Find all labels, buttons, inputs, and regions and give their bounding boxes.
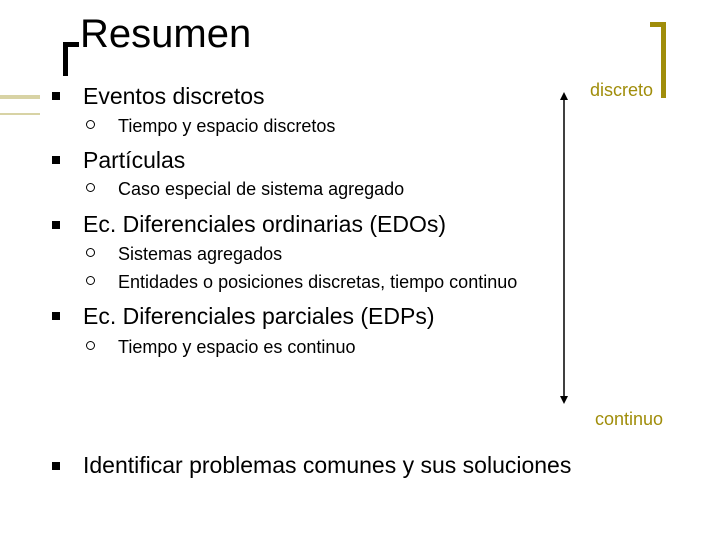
label-discreto: discreto bbox=[590, 80, 654, 100]
sub-item-1-1: Tiempo y espacio discretos bbox=[118, 116, 336, 136]
item-identificar: Identificar problemas comunes y sus soluciones bbox=[83, 452, 572, 478]
left-bracket-top bbox=[63, 42, 79, 47]
sub-bullet-1-1 bbox=[86, 120, 95, 129]
left-bracket-mark bbox=[63, 42, 68, 76]
double-arrow-icon bbox=[556, 92, 572, 404]
sub-item-3-2: Entidades o posiciones discretas, tiempo continuo bbox=[118, 272, 518, 292]
item-edos: Ec. Diferenciales ordinarias (EDOs) bbox=[83, 211, 447, 237]
bullet-1 bbox=[52, 92, 60, 100]
item-eventos-discretos: Eventos discretos bbox=[83, 83, 265, 109]
right-bracket-mark bbox=[661, 22, 666, 98]
sub-item-4-1: Tiempo y espacio es continuo bbox=[118, 337, 356, 357]
right-bracket-top bbox=[650, 22, 666, 27]
sub-item-2-1: Caso especial de sistema agregado bbox=[118, 179, 405, 199]
label-continuo: continuo bbox=[595, 409, 664, 429]
sub-bullet-3-1 bbox=[86, 248, 95, 257]
bullet-4 bbox=[52, 312, 60, 320]
sub-bullet-3-2 bbox=[86, 276, 95, 285]
left-stripe bbox=[0, 95, 40, 99]
item-edps: Ec. Diferenciales parciales (EDPs) bbox=[83, 303, 435, 329]
sub-bullet-4-1 bbox=[86, 341, 95, 350]
sub-bullet-2-1 bbox=[86, 183, 95, 192]
bullet-2 bbox=[52, 156, 60, 164]
item-particulas: Partículas bbox=[83, 147, 186, 173]
left-stripe-thin bbox=[0, 113, 40, 115]
sub-item-3-1: Sistemas agregados bbox=[118, 244, 283, 264]
bullet-3 bbox=[52, 221, 60, 229]
slide-title: Resumen bbox=[80, 12, 252, 56]
bullet-5 bbox=[52, 462, 60, 470]
